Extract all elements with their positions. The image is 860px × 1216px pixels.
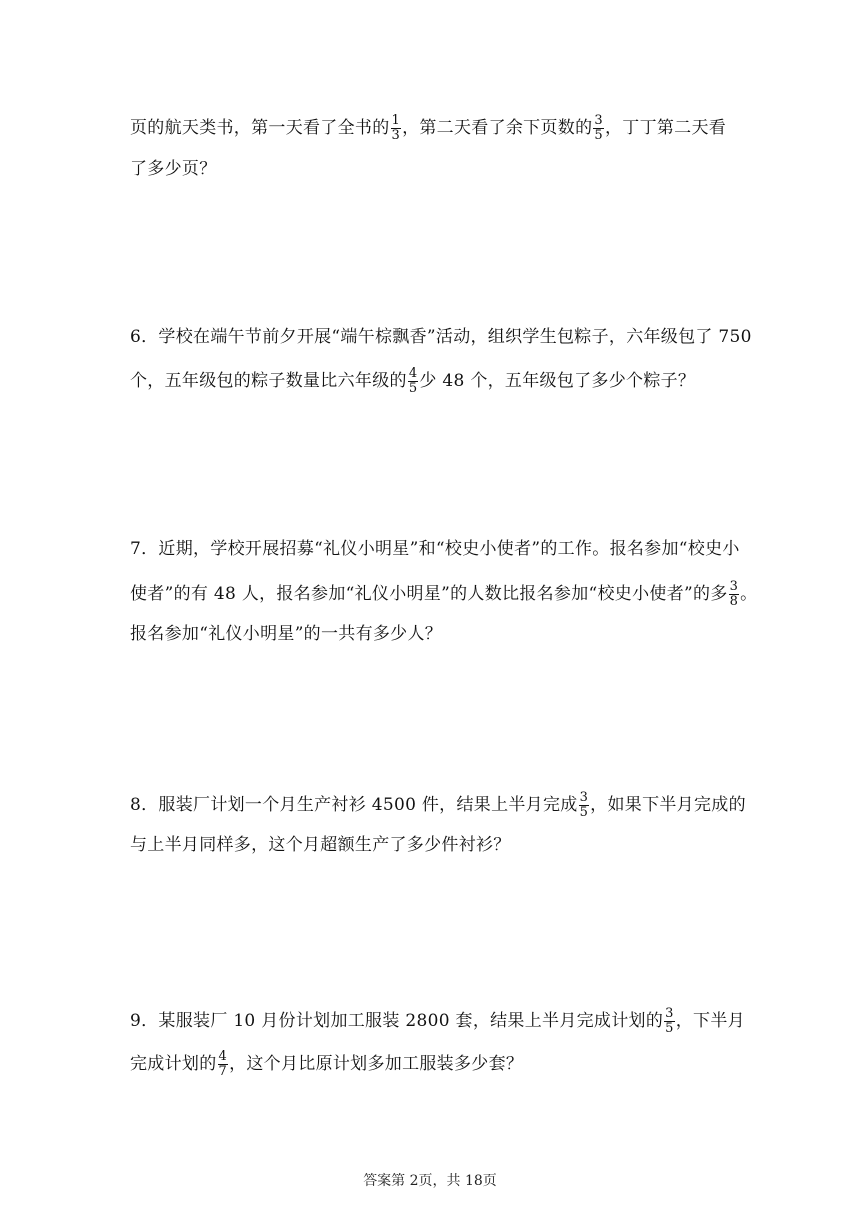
fraction-numerator: 3 <box>729 579 739 594</box>
q6-line-1: 6．学校在端午节前夕开展“端午棕飘香”活动，组织学生包粽子，六年级包了 750 <box>130 327 752 347</box>
fraction-numerator: 1 <box>391 113 401 128</box>
fraction <box>218 1050 229 1079</box>
fraction <box>579 791 590 820</box>
q5-text-1: 页的航天类书，第一天看了全书的 <box>130 118 390 138</box>
page-footer: 答案第 2页，共 18页 <box>363 1173 497 1189</box>
q8-line-2: 与上半月同样多，这个月超额生产了多少件衬衫？ <box>130 835 511 855</box>
q6-line-2 <box>130 367 695 396</box>
fraction-numerator: 4 <box>218 1049 228 1064</box>
q7-text-2: 。 <box>740 584 758 604</box>
q7-line-3: 报名参加“礼仪小明星”的一共有多少人？ <box>130 624 443 644</box>
q9-text-3: 完成计划的 <box>130 1054 217 1074</box>
q9-text-4: ，这个月比原计划多加工服装多少套？ <box>229 1054 524 1074</box>
q5-line-2: 了多少页？ <box>130 159 217 179</box>
fraction-denominator: 5 <box>665 1021 674 1036</box>
q7-text-1: 使者”的有 48 人，报名参加“礼仪小明星”的人数比报名参加“校史小使者”的多 <box>130 584 728 604</box>
q5-line-1 <box>130 114 726 143</box>
q8-text-2: ，如果下半月完成的 <box>590 795 746 815</box>
fraction-denominator: 5 <box>408 381 418 396</box>
q7-line-2 <box>130 580 757 609</box>
fraction-numerator: 3 <box>594 113 603 128</box>
fraction-denominator: 7 <box>218 1064 228 1079</box>
fraction-denominator: 5 <box>579 805 589 820</box>
q5-text-2: ，第二天看了余下页数的 <box>402 118 593 138</box>
q8-text-1: 8．服装厂计划一个月生产衬衫 4500 件，结果上半月完成 <box>130 795 578 815</box>
fraction-denominator: 8 <box>729 594 739 609</box>
q8-line-1 <box>130 791 746 820</box>
q5-text-3: ，丁丁第二天看 <box>604 118 727 138</box>
q7-line-1: 7．近期，学校开展招募“礼仪小明星”和“校史小使者”的工作。报名参加“校史小 <box>130 539 740 559</box>
fraction <box>408 367 419 396</box>
fraction-numerator: 3 <box>665 1006 674 1021</box>
q9-line-1 <box>130 1007 745 1036</box>
fraction-numerator: 4 <box>408 366 418 381</box>
fraction <box>593 114 604 143</box>
q6-text-2: 少 48 个，五年级包了多少个粽子？ <box>419 371 696 391</box>
q9-text-1: 9．某服装厂 10 月份计划加工服装 2800 套，结果上半月完成计划的 <box>130 1011 664 1031</box>
fraction <box>391 114 402 143</box>
fraction-denominator: 5 <box>594 128 603 143</box>
q9-text-2: ，下半月 <box>675 1011 745 1031</box>
q6-text-1: 个，五年级包的粽子数量比六年级的 <box>130 371 407 391</box>
q9-line-2 <box>130 1050 523 1079</box>
fraction-numerator: 3 <box>579 790 589 805</box>
fraction-denominator: 3 <box>391 128 401 143</box>
fraction <box>664 1007 675 1036</box>
fraction <box>729 580 740 609</box>
